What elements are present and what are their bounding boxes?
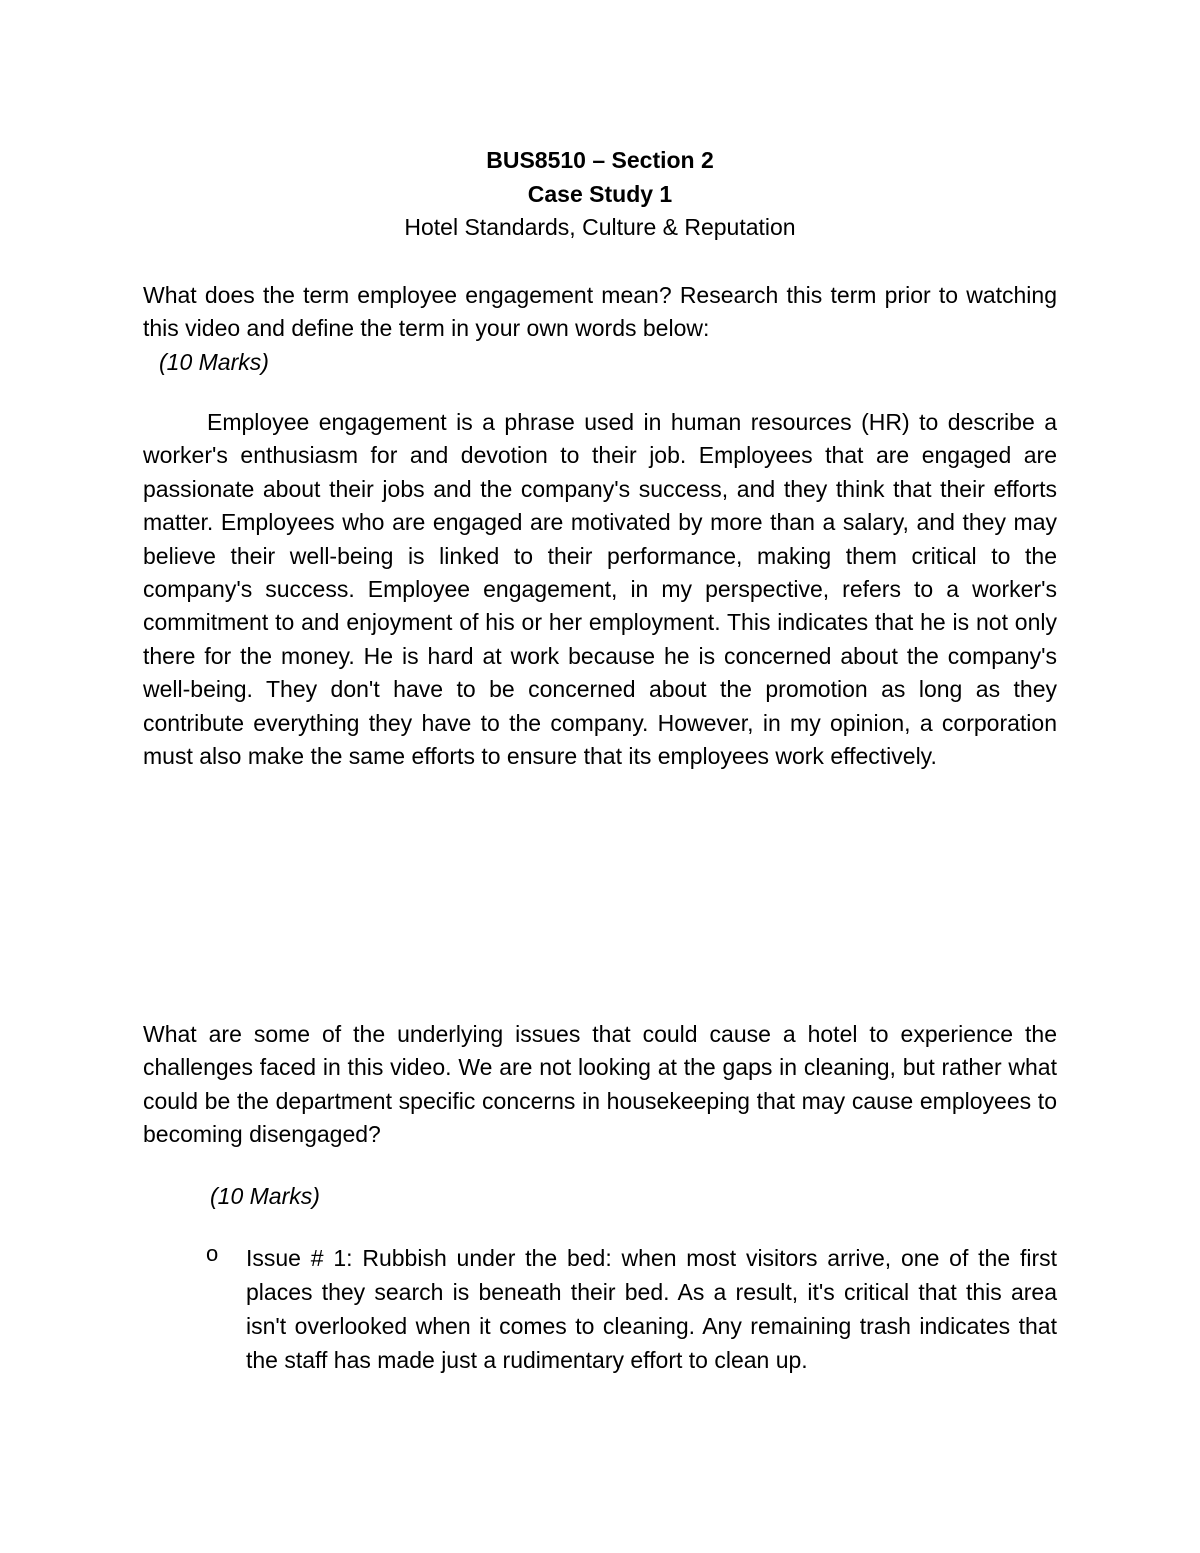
question-1-marks: (10 Marks) (159, 349, 269, 375)
case-study-heading: Case Study 1 (527, 181, 673, 207)
document-title: Hotel Standards, Culture & Reputation (404, 214, 796, 240)
question-2-marks: (10 Marks) (210, 1183, 320, 1209)
question-1-prompt: What does the term employee engagement mean? Research this term prior to watching this video and define the term in your own words below: (143, 282, 1057, 342)
question-2-prompt: What are some of the underlying issues that could cause a hotel to experience the challenges faced in this video. We are not looking at the gaps in cleaning, but rather what could be the department specific concerns in housekeeping that may cause employees to becoming disengaged? (143, 1021, 1057, 1148)
question-1-answer: Employee engagement is a phrase used in human resources (HR) to describe a worker's enthusiasm for and devotion to their job. Employees that are engaged are passionate about their jobs and the company's success, and they think that their efforts matter. Employees who are engaged are motivated by more than a salary, and they may believe their well-being is linked to their performance, making them critical to the company's success. Employee engagement, in my perspective, refers to a worker's commitment to and enjoyment of his or her employment. This indicates that he is not only there for the money. He is hard at work because he is concerned about the company's well-being. They don't have to be concerned about the promotion as long as they contribute everything they have to the company. However, in my opinion, a corporation must also make the same efforts to ensure that its employees work effectively. (143, 409, 1057, 770)
issue-1-text: Issue # 1: Rubbish under the bed: when most visitors arrive, one of the first places they search is beneath their bed. As a result, it's critical that this area isn't overlooked when it comes to cleaning. Any remaining trash indicates that the staff has made just a rudimentary effort to clean up. (246, 1245, 1057, 1373)
hollow-bullet-icon: o (206, 1241, 219, 1266)
course-heading: BUS8510 – Section 2 (486, 147, 714, 173)
